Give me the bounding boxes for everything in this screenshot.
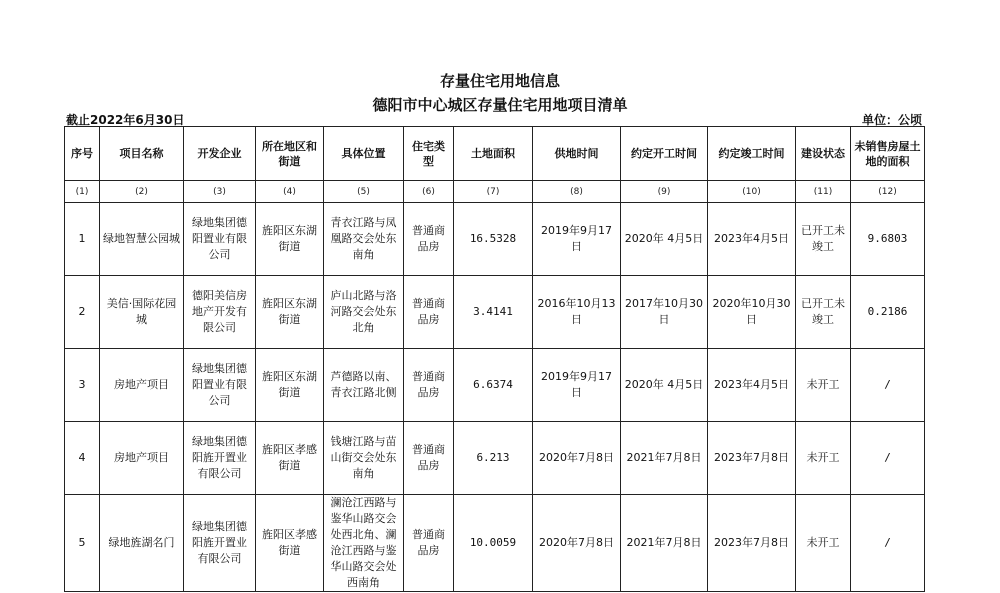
- housing-type: 普通商品房: [404, 276, 454, 349]
- col-header: 开发企业: [184, 127, 256, 181]
- table-row: [65, 203, 925, 276]
- build-status: 已开工未竣工: [796, 276, 851, 349]
- project-name: 美信·国际花园城: [100, 276, 184, 349]
- developer: 德阳美信房地产开发有限公司: [184, 276, 256, 349]
- index-cell: (12): [851, 181, 925, 203]
- developer: 绿地集团德阳置业有限公司: [184, 203, 256, 276]
- row-number: 3: [65, 349, 100, 422]
- location: 青衣江路与凤凰路交会处东南角: [324, 203, 404, 276]
- unsold-area: 9.6803: [851, 203, 925, 276]
- col-header: 所在地区和街道: [256, 127, 324, 181]
- index-cell: (6): [404, 181, 454, 203]
- project-name: 绿地旌湖名门: [100, 495, 184, 592]
- index-cell: (2): [100, 181, 184, 203]
- row-number: 1: [65, 203, 100, 276]
- supply-date: 2019年9月17日: [533, 349, 621, 422]
- index-cell: (4): [256, 181, 324, 203]
- project-name: 绿地智慧公园城: [100, 203, 184, 276]
- index-cell: (5): [324, 181, 404, 203]
- index-cell: (1): [65, 181, 100, 203]
- build-status: 未开工: [796, 349, 851, 422]
- project-name: 房地产项目: [100, 422, 184, 495]
- col-header: 序号: [65, 127, 100, 181]
- housing-type: 普通商品房: [404, 495, 454, 592]
- unsold-area: /: [851, 349, 925, 422]
- district: 旌阳区东湖街道: [256, 276, 324, 349]
- as-of-date: 截止2022年6月30日: [66, 113, 185, 127]
- index-cell: (3): [184, 181, 256, 203]
- location: 澜沧江西路与鉴华山路交会处西北角、澜沧江西路与鉴华山路交会处西南角: [324, 495, 404, 592]
- supply-date: 2020年7月8日: [533, 422, 621, 495]
- supply-date: 2019年9月17日: [533, 203, 621, 276]
- unsold-area: 0.2186: [851, 276, 925, 349]
- build-status: 已开工未竣工: [796, 203, 851, 276]
- col-header: 项目名称: [100, 127, 184, 181]
- developer: 绿地集团德阳置业有限公司: [184, 349, 256, 422]
- col-header: 建设状态: [796, 127, 851, 181]
- index-cell: (8): [533, 181, 621, 203]
- start-date: 2021年7月8日: [621, 495, 708, 592]
- start-date: 2020年 4月5日: [621, 203, 708, 276]
- project-name: 房地产项目: [100, 349, 184, 422]
- district: 旌阳区孝感街道: [256, 422, 324, 495]
- land-area: 3.4141: [454, 276, 533, 349]
- header-row: [65, 127, 925, 181]
- finish-date: 2023年7月8日: [708, 422, 796, 495]
- start-date: 2017年10月30日: [621, 276, 708, 349]
- finish-date: 2020年10月30日: [708, 276, 796, 349]
- table-row: [65, 422, 925, 495]
- supply-date: 2016年10月13日: [533, 276, 621, 349]
- col-header: 住宅类型: [404, 127, 454, 181]
- index-cell: (10): [708, 181, 796, 203]
- finish-date: 2023年4月5日: [708, 349, 796, 422]
- row-number: 2: [65, 276, 100, 349]
- index-row: [65, 181, 925, 203]
- page-subtitle: 德阳市中心城区存量住宅用地项目清单: [372, 96, 628, 114]
- unsold-area: /: [851, 495, 925, 592]
- col-header: 约定竣工时间: [708, 127, 796, 181]
- table-row: [65, 349, 925, 422]
- district: 旌阳区东湖街道: [256, 203, 324, 276]
- supply-date: 2020年7月8日: [533, 495, 621, 592]
- finish-date: 2023年4月5日: [708, 203, 796, 276]
- land-area: 10.0059: [454, 495, 533, 592]
- unit-label: 单位：公顷: [861, 113, 922, 127]
- index-cell: (9): [621, 181, 708, 203]
- housing-type: 普通商品房: [404, 203, 454, 276]
- start-date: 2021年7月8日: [621, 422, 708, 495]
- land-area: 6.213: [454, 422, 533, 495]
- index-cell: (7): [454, 181, 533, 203]
- housing-type: 普通商品房: [404, 349, 454, 422]
- index-cell: (11): [796, 181, 851, 203]
- district: 旌阳区孝感街道: [256, 495, 324, 592]
- col-header: 约定开工时间: [621, 127, 708, 181]
- housing-type: 普通商品房: [404, 422, 454, 495]
- row-number: 5: [65, 495, 100, 592]
- col-header: 供地时间: [533, 127, 621, 181]
- page-title: 存量住宅用地信息: [439, 72, 560, 90]
- table-row: [65, 495, 925, 592]
- unsold-area: /: [851, 422, 925, 495]
- district: 旌阳区东湖街道: [256, 349, 324, 422]
- location: 钱塘江路与苗山街交会处东南角: [324, 422, 404, 495]
- developer: 绿地集团德阳旌开置业有限公司: [184, 495, 256, 592]
- col-header: 具体位置: [324, 127, 404, 181]
- land-area: 16.5328: [454, 203, 533, 276]
- location: 芦德路以南、青衣江路北侧: [324, 349, 404, 422]
- build-status: 未开工: [796, 422, 851, 495]
- build-status: 未开工: [796, 495, 851, 592]
- land-inventory-table: [64, 126, 925, 592]
- col-header: 未销售房屋土地的面积: [851, 127, 925, 181]
- row-number: 4: [65, 422, 100, 495]
- land-area: 6.6374: [454, 349, 533, 422]
- start-date: 2020年 4月5日: [621, 349, 708, 422]
- table-row: [65, 276, 925, 349]
- finish-date: 2023年7月8日: [708, 495, 796, 592]
- developer: 绿地集团德阳旌开置业有限公司: [184, 422, 256, 495]
- location: 庐山北路与洛河路交会处东北角: [324, 276, 404, 349]
- col-header: 土地面积: [454, 127, 533, 181]
